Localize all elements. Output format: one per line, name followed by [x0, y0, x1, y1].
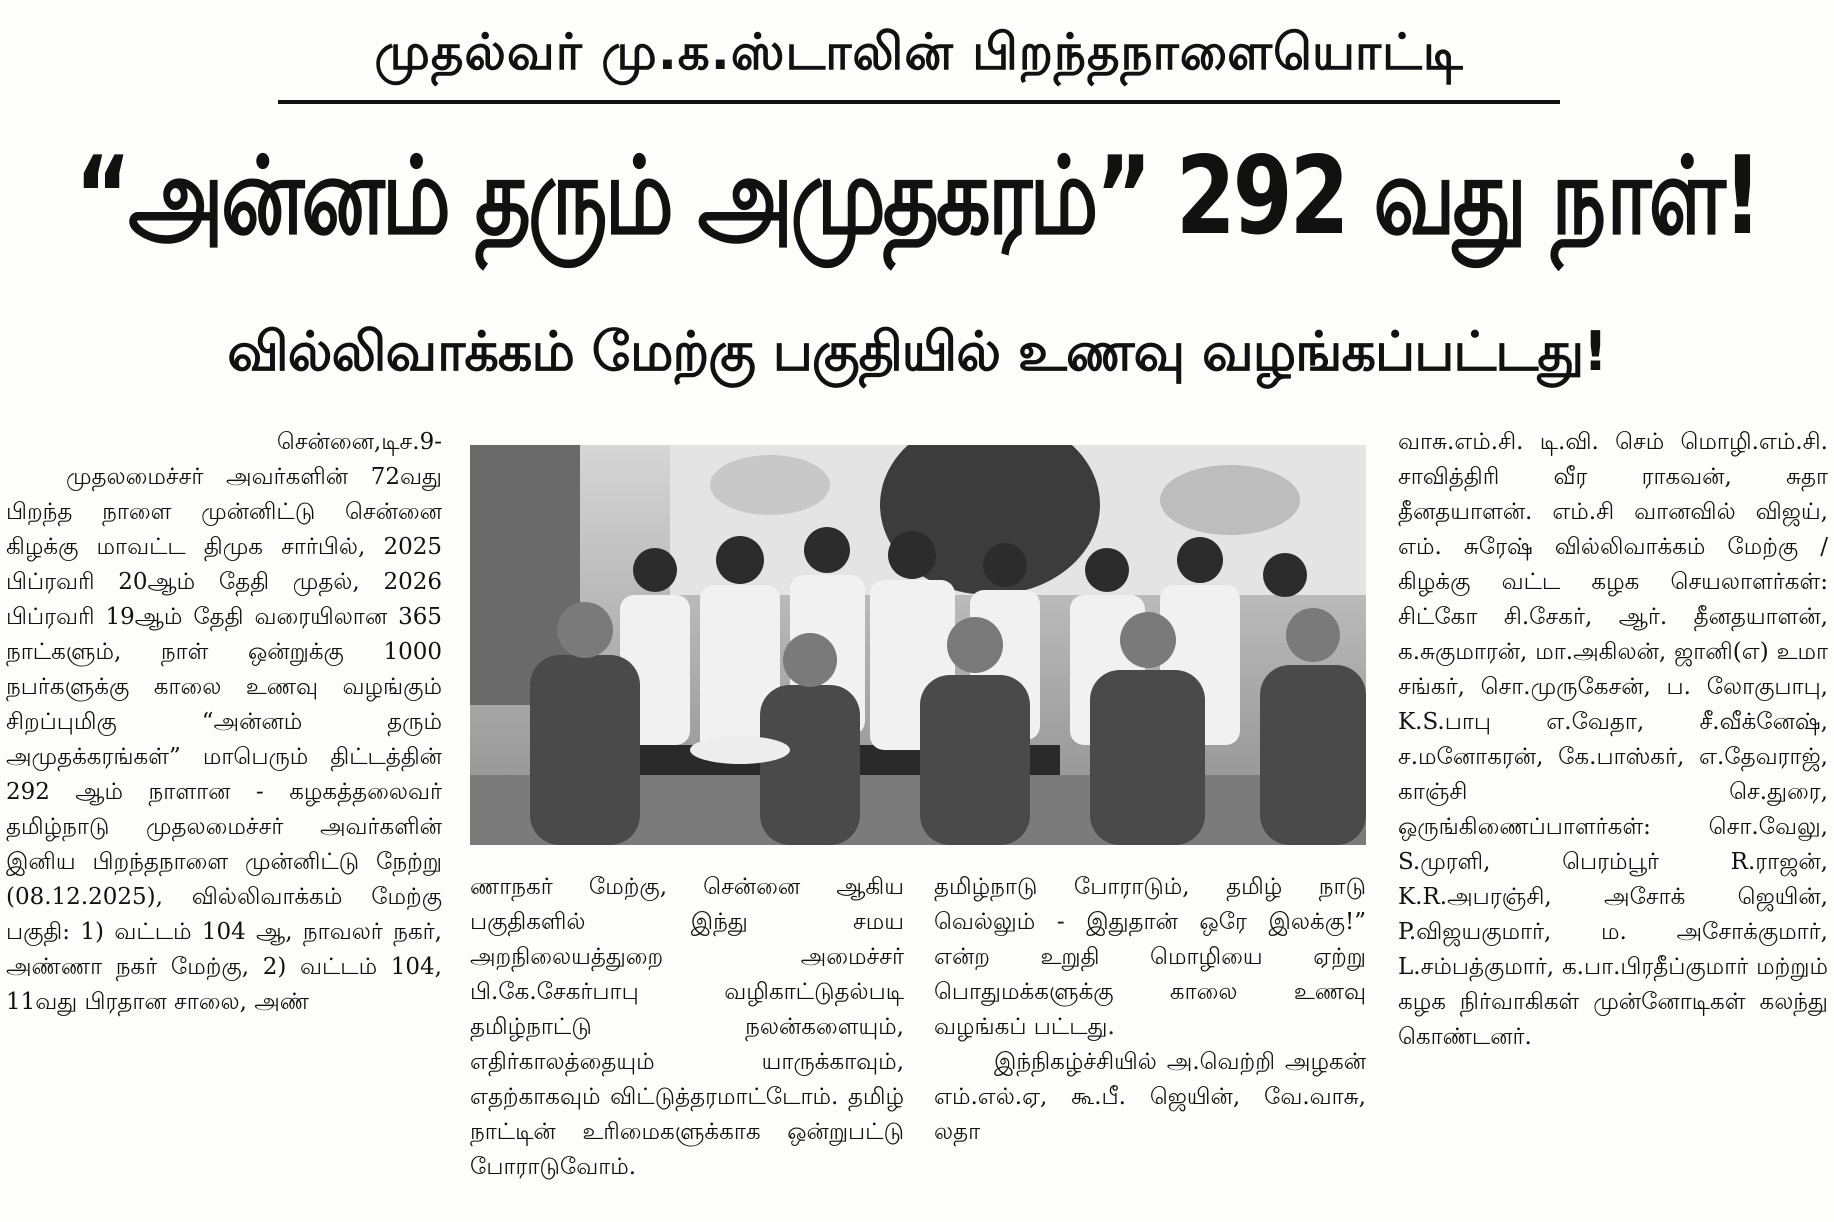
article-paragraph: வாசு.எம்.சி. டி.வி. செம் மொழி.எம்.சி. சாவித்திரி வீர ராகவன், சுதா தீனதயாளன். எம்.சி வானவில் விஜய், எம். சுரேஷ் வில்லிவாக்கம் மேற்கு / கிழக்கு வட்ட கழக செயலாளர்கள்: சிட்கோ சி.சேகர், ஆர். தீனதயாளன், க.சுகுமாரன், மா.அகிலன், ஜானி(எ) உமா சங்கர், சொ.முருகேசன், ப. லோகுபாபு, K.S.பாபு எ.வேதா, சீ.வீக்னேஷ், ச.மனோகரன், கே.பாஸ்கர், எ.தேவராஜ், காஞ்சி செ.துரை, ஒருங்கிணைப்பாளர்கள்: சொ.வேலு, S.முரளி, பெரம்பூர் R.ராஜன், K.R.அபரஞ்சி, அசோக் ஜெயின், P.விஜயகுமார், ம. அசோக்குமார், L.சம்பத்குமார், க.பா.பிரதீப்குமார் மற்றும் கழக நிர்வாகிகள் முன்னோடிகள் கலந்து கொண்டனர். — [1398, 429, 1828, 1050]
article-paragraph: முதலமைச்சர் அவர்களின் 72வது பிறந்த நாளை முன்னிட்டு சென்னை கிழக்கு மாவட்ட திமுக சார்பில், 2025 பிப்ரவரி 20ஆம் தேதி முதல், 2026 பிப்ரவரி 19ஆம் தேதி வரையிலான 365 நாட்களும், நாள் ஒன்றுக்கு 1000 நபர்களுக்கு காலை உணவு வழங்கும் சிறப்புமிகு “அன்னம் தரும் அமுதக்கரங்கள்” மாபெரும் திட்டத்தின் 292 ஆம் நாளான - கழகத்தலைவர் தமிழ்நாடு முதலமைச்சர் அவர்களின் இனிய பிறந்தநாளை முன்னிட்டு நேற்று (08.12.2025), வில்லிவாக்கம் மேற்கு பகுதி: 1) வட்டம் 104 ஆ, நாவலர் நகர், அண்ணா நகர் மேற்கு, 2) வட்டம் 104, 11வது பிரதான சாலை, அண் — [6, 464, 442, 1015]
dateline: சென்னை,டிச.9- — [276, 429, 442, 455]
kicker-title: முதல்வர் மு.க.ஸ்டாலின் பிறந்தநாளையொட்டி — [278, 10, 1560, 104]
main-headline: “அன்னம் தரும் அமுதகரம்” 292 வது நாள்! — [74, 133, 1760, 259]
event-photo — [470, 445, 1366, 845]
article-paragraph: இந்நிகழ்ச்சியில் அ.வெற்றி அழகன் எம்.எல்.ஏ, கூ.பீ. ஜெயின், வே.வாசு, லதா — [934, 1049, 1366, 1145]
article-paragraph: ணாநகர் மேற்கு, சென்னை ஆகிய பகுதிகளில் இந்து சமய அறநிலையத்துறை அமைச்சர் பி.கே.சேகர்பாபு வழிகாட்டுதல்படி தமிழ்நாட்டு நலன்களையும், எதிர்காலத்தையும் யாருக்காவும், எதற்காகவும் விட்டுத்தரமாட்டோம். தமிழ் நாட்டின் உரிமைகளுக்காக ஒன்றுபட்டு போராடுவோம். — [470, 874, 904, 1180]
article-column-middle-1 — [470, 870, 904, 1222]
article-column-right — [1398, 425, 1828, 1222]
sub-headline: வில்லிவாக்கம் மேற்கு பகுதியில் உணவு வழங்கப்பட்டது! — [227, 319, 1607, 383]
event-photo-image — [470, 445, 1366, 845]
article-column-middle-2 — [934, 870, 1366, 1222]
article-column-left — [6, 425, 442, 1222]
article-paragraph: தமிழ்நாடு போராடும், தமிழ் நாடு வெல்லும் - இதுதான் ஒரே இலக்கு!” என்ற உறுதி மொழியை ஏற்று பொதுமக்களுக்கு காலை உணவு வழங்கப் பட்டது. — [934, 874, 1366, 1040]
